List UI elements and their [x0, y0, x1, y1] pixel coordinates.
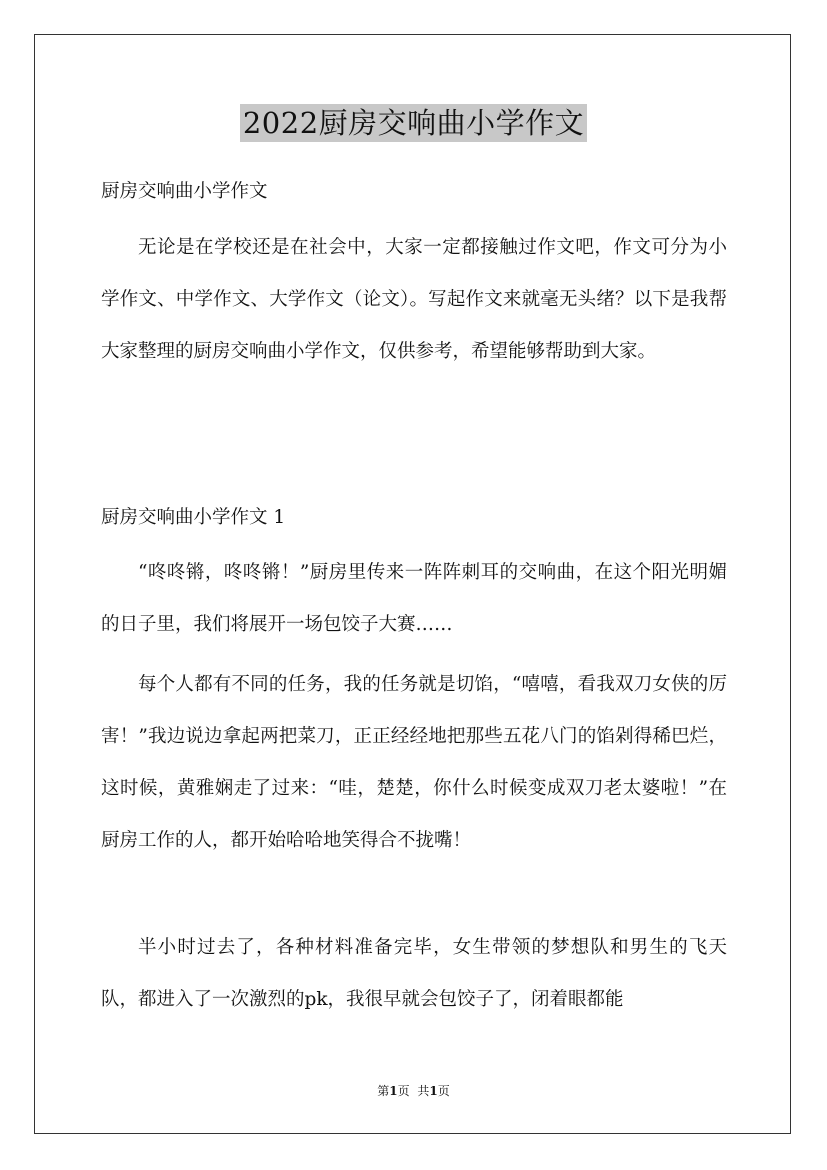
page-number: 1: [389, 1084, 398, 1098]
intro-paragraph: 无论是在学校还是在社会中，大家一定都接触过作文吧，作文可分为小学作文、中学作文、大学作文（论文）。写起作文来就毫无头绪？以下是我帮大家整理的厨房交响曲小学作文，仅供参考，希望能够帮助到大家。: [101, 237, 727, 362]
document-title: 2022厨房交响曲小学作文: [240, 104, 587, 142]
page-prefix: 第: [377, 1084, 390, 1098]
title-container: [0, 104, 827, 142]
section-heading: 厨房交响曲小学作文 1: [101, 507, 286, 528]
total-pages: 1: [429, 1084, 438, 1098]
paragraph-2: 每个人都有不同的任务，我的任务就是切馅，“嘻嘻，看我双刀女侠的厉害！”我边说边拿起两把菜刀，正正经经地把那些五花八门的馅剁得稀巴烂，这时候，黄雅娴走了过来：“哇，楚楚，你什么时候变成双刀老太婆啦！”在厨房工作的人，都开始哈哈地笑得合不拢嘴！: [101, 674, 727, 851]
total-suffix: 页: [437, 1084, 450, 1098]
total-prefix: 共: [417, 1084, 430, 1098]
subtitle: 厨房交响曲小学作文: [101, 181, 268, 202]
page-footer: [0, 1083, 827, 1099]
paragraph-1: “咚咚锵，咚咚锵！”厨房里传来一阵阵刺耳的交响曲，在这个阳光明媚的日子里，我们将展开一场包饺子大赛……: [101, 562, 727, 635]
page-suffix: 页: [397, 1084, 410, 1098]
paragraph-3: 半小时过去了，各种材料准备完毕，女生带领的梦想队和男生的飞天队，都进入了一次激烈的pk，我很早就会包饺子了，闭着眼都能: [101, 937, 727, 1010]
